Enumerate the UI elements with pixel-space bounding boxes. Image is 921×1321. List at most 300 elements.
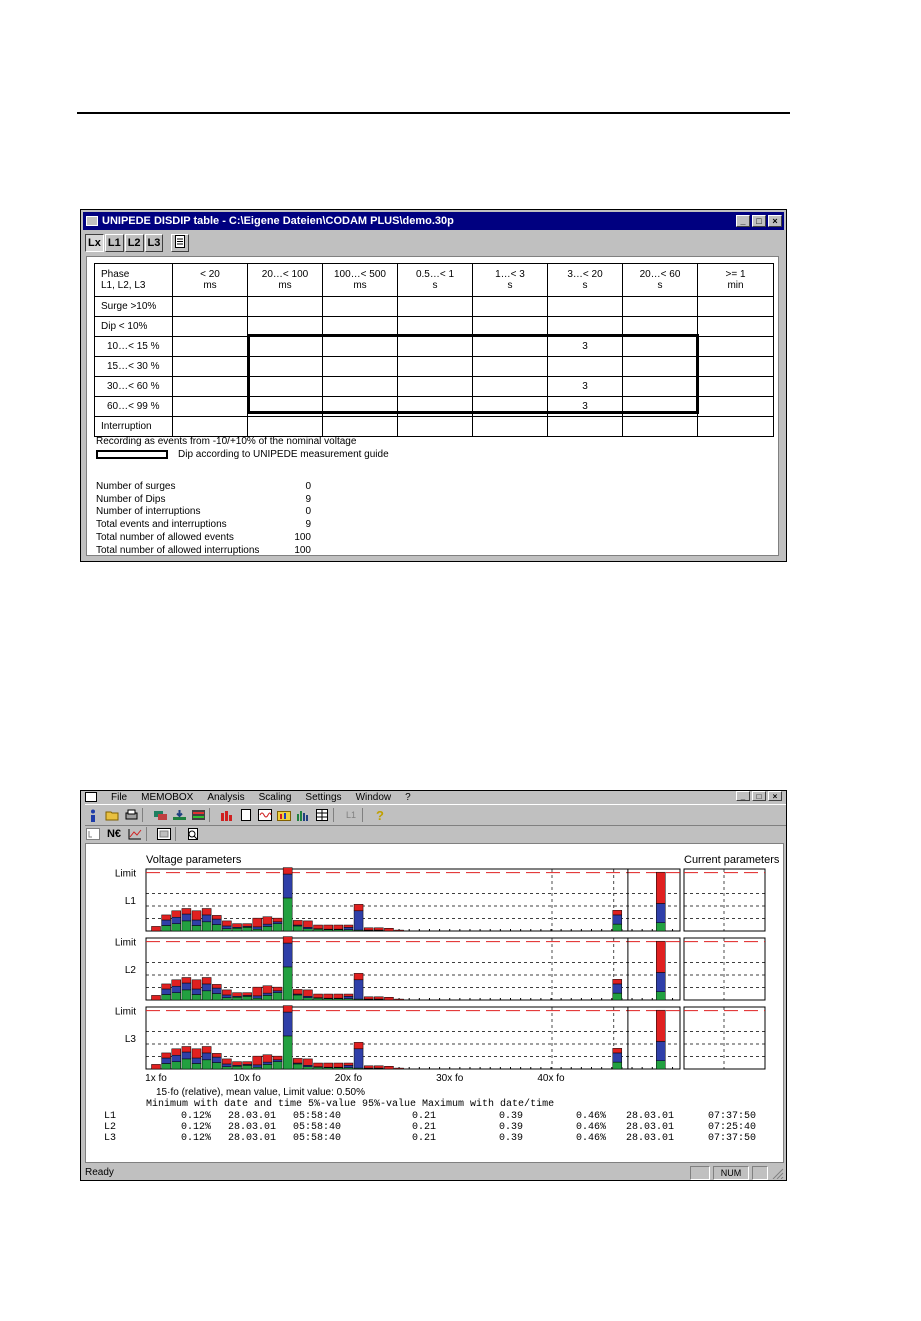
bar-min bbox=[233, 1066, 242, 1069]
duration-header-unit: min bbox=[727, 280, 744, 291]
stats-cell-min: 0.12% bbox=[180, 1133, 211, 1144]
bar-max bbox=[354, 973, 363, 979]
phase-axis-label: L2 bbox=[124, 965, 136, 976]
bar-min bbox=[314, 1067, 323, 1069]
bar-mean bbox=[192, 989, 201, 995]
stats-cell-max_date: 28.03.01 bbox=[626, 1111, 675, 1122]
duration-header-top: 0.5…< 1 bbox=[415, 269, 455, 280]
current-panel-frame bbox=[684, 1007, 765, 1069]
bar-max bbox=[202, 908, 211, 914]
table-icon[interactable] bbox=[314, 808, 330, 822]
phase-button-lx[interactable]: Lx bbox=[85, 234, 104, 252]
table-cell bbox=[398, 297, 473, 317]
bar-max bbox=[172, 1049, 181, 1055]
table-cell bbox=[173, 357, 248, 377]
x-tick-label: 20x fo bbox=[334, 1073, 363, 1084]
bar-mean bbox=[354, 911, 363, 930]
bar-max bbox=[152, 926, 161, 931]
stats-cell-p95: 0.39 bbox=[498, 1133, 523, 1144]
table-cell: 3 bbox=[548, 397, 623, 417]
bar-max bbox=[233, 1062, 242, 1066]
bar-mean bbox=[273, 1060, 282, 1062]
bar-mean bbox=[253, 927, 262, 929]
mdi-buttons bbox=[736, 791, 784, 801]
phase-axis-label: L3 bbox=[124, 1034, 136, 1045]
stats-table-header: Minimum with date and time 5%-value 95%-value Maximum with date/time bbox=[146, 1099, 555, 1110]
bar-mean bbox=[283, 943, 292, 967]
bar-min bbox=[303, 998, 312, 1000]
table-cell bbox=[548, 357, 623, 377]
table-cell bbox=[173, 297, 248, 317]
table-cell bbox=[473, 417, 548, 437]
limit-label: Limit bbox=[114, 868, 136, 880]
stat-label: Number of surges bbox=[96, 481, 176, 492]
far-bar-min bbox=[613, 993, 622, 1000]
menu-help[interactable]: ? bbox=[405, 791, 411, 803]
stats-cell-min_date: 28.03.01 bbox=[228, 1111, 277, 1122]
bar-max bbox=[202, 977, 211, 983]
phase-button-l3[interactable]: L3 bbox=[145, 234, 164, 252]
mdi-restore-button[interactable]: □ bbox=[752, 791, 766, 801]
stats-cell-min: 0.12% bbox=[180, 1122, 211, 1133]
bar-max bbox=[303, 1059, 312, 1065]
current-panel-title: Current parameters bbox=[684, 854, 780, 866]
stats-cell-min: 0.12% bbox=[180, 1111, 211, 1122]
duration-header-unit: s bbox=[507, 280, 513, 291]
status-pane-empty bbox=[690, 1166, 710, 1180]
far-bar-mean bbox=[613, 1053, 622, 1062]
table-cell bbox=[698, 417, 774, 437]
bar-max bbox=[212, 1053, 221, 1057]
duration-header-unit: s bbox=[657, 280, 663, 291]
info-icon[interactable] bbox=[85, 808, 101, 822]
bar-mean bbox=[192, 1058, 201, 1064]
bar-min bbox=[243, 1065, 252, 1069]
bar-min bbox=[253, 998, 262, 1000]
far-bar-max bbox=[613, 1048, 622, 1053]
report-page-button[interactable] bbox=[171, 234, 189, 252]
legend-label: Dip according to UNIPEDE measurement guide bbox=[178, 449, 389, 460]
table-cell bbox=[548, 317, 623, 337]
disdip-table bbox=[94, 263, 774, 437]
phase-header-sublabel: L1, L2, L3 bbox=[101, 280, 146, 291]
bar-mean bbox=[182, 1052, 191, 1059]
far-bar-min bbox=[656, 1061, 665, 1069]
window-system-icon[interactable] bbox=[86, 216, 98, 226]
far-bar-max bbox=[656, 941, 665, 972]
bar-mean bbox=[212, 1057, 221, 1063]
histogram-icon[interactable] bbox=[295, 808, 311, 822]
row-label: Interruption bbox=[95, 417, 173, 437]
document-icon[interactable] bbox=[85, 792, 97, 802]
far-bar-max bbox=[656, 872, 665, 903]
phase-axis-label: L1 bbox=[124, 896, 136, 907]
phase-toolbar bbox=[85, 234, 189, 254]
open-icon[interactable] bbox=[104, 808, 120, 822]
duration-header-unit: ms bbox=[203, 280, 217, 291]
table-cell bbox=[248, 317, 323, 337]
harmonics-window bbox=[80, 790, 787, 1181]
bar-min bbox=[283, 967, 292, 1000]
stat-value: 9 bbox=[305, 493, 311, 505]
table-cell bbox=[623, 417, 698, 437]
far-bar-min bbox=[656, 992, 665, 1000]
stat-label: Total number of allowed events bbox=[96, 531, 234, 543]
table-cell: 3 bbox=[548, 337, 623, 357]
svg-text:?: ? bbox=[376, 808, 384, 822]
table-cell bbox=[323, 357, 398, 377]
bar-max bbox=[395, 999, 404, 1000]
graph-icon[interactable] bbox=[127, 827, 143, 841]
table-cell bbox=[698, 397, 774, 417]
table-cell bbox=[473, 357, 548, 377]
harmonics-chart-area bbox=[85, 843, 784, 1163]
table-cell bbox=[173, 337, 248, 357]
help-icon[interactable] bbox=[372, 808, 388, 822]
bar-max bbox=[273, 1056, 282, 1060]
print-icon[interactable] bbox=[123, 808, 139, 822]
bar-min bbox=[162, 994, 171, 1000]
menu-memobox[interactable]: MEMOBOX bbox=[141, 791, 194, 803]
bar-chart-icon[interactable] bbox=[219, 808, 235, 822]
status-bar bbox=[83, 1165, 784, 1180]
bar-min bbox=[293, 1064, 302, 1069]
bar-min bbox=[263, 995, 272, 1000]
duration-header-top: >= 1 bbox=[725, 269, 746, 280]
stats-cell-min_date: 28.03.01 bbox=[228, 1122, 277, 1133]
bar-max bbox=[395, 930, 404, 931]
bar-max bbox=[354, 1042, 363, 1048]
x-tick-label: 30x fo bbox=[436, 1073, 464, 1084]
bar-max bbox=[374, 997, 383, 999]
bar-max bbox=[364, 928, 373, 930]
duration-header-2 bbox=[323, 264, 398, 297]
bar-max bbox=[263, 917, 272, 924]
bar-max bbox=[222, 990, 231, 995]
bar-min bbox=[162, 925, 171, 931]
table-cell bbox=[248, 297, 323, 317]
secondary-toolbar bbox=[85, 825, 786, 843]
stats-cell-min_time: 05:58:40 bbox=[293, 1133, 342, 1144]
far-bar-mean bbox=[613, 915, 622, 924]
bar-min bbox=[273, 993, 282, 1000]
bar-mean bbox=[222, 1064, 231, 1067]
bar-max bbox=[273, 918, 282, 922]
bar-mean bbox=[182, 983, 191, 990]
table-cell bbox=[473, 377, 548, 397]
limit-label: Limit bbox=[114, 937, 136, 949]
bar-max bbox=[293, 989, 302, 994]
table-cell bbox=[398, 377, 473, 397]
memory-icon[interactable] bbox=[190, 808, 206, 822]
table-cell bbox=[248, 357, 323, 377]
far-bar-max bbox=[613, 979, 622, 984]
bar-max bbox=[192, 980, 201, 989]
duration-header-top: 3…< 20 bbox=[567, 269, 603, 280]
bar-mean bbox=[202, 915, 211, 922]
table-notes bbox=[96, 435, 389, 461]
status-pane-scroll bbox=[752, 1166, 768, 1180]
x-tick-label: 10x fo bbox=[233, 1073, 261, 1084]
bar-min bbox=[182, 990, 191, 1000]
bar-max bbox=[243, 924, 252, 927]
nf-icon[interactable]: N€ bbox=[106, 828, 122, 840]
bar-mean bbox=[253, 1065, 262, 1067]
bar-mean bbox=[283, 874, 292, 898]
x-tick-label: 40x fo bbox=[537, 1073, 565, 1084]
bar-min bbox=[212, 925, 221, 931]
unipede-disdip-window bbox=[80, 209, 787, 562]
bar-min bbox=[243, 996, 252, 1000]
table-row bbox=[95, 417, 774, 437]
bar-max bbox=[344, 925, 353, 927]
bar-min bbox=[192, 925, 201, 931]
bar-min bbox=[182, 921, 191, 931]
bar-mean bbox=[182, 914, 191, 921]
far-bar-max bbox=[613, 910, 622, 915]
table-cell bbox=[623, 337, 698, 357]
bar-min bbox=[192, 1063, 201, 1069]
status-ready: Ready bbox=[85, 1167, 114, 1178]
bar-min bbox=[273, 1062, 282, 1069]
phase-header-label: Phase bbox=[101, 269, 130, 280]
bar-min bbox=[314, 998, 323, 1000]
bar-max bbox=[162, 984, 171, 989]
duration-header-4 bbox=[473, 264, 548, 297]
bar-min bbox=[212, 1063, 221, 1069]
table-cell bbox=[323, 377, 398, 397]
stats-cell-phase: L3 bbox=[104, 1133, 117, 1144]
page-icon bbox=[174, 235, 186, 248]
bar-min bbox=[233, 928, 242, 931]
bar-min bbox=[293, 926, 302, 931]
bar-max bbox=[283, 937, 292, 943]
bar-max bbox=[222, 921, 231, 926]
table-cell bbox=[623, 317, 698, 337]
bar-max bbox=[273, 987, 282, 991]
bar-max bbox=[384, 928, 393, 931]
bar-max bbox=[253, 1056, 262, 1065]
bar-mean bbox=[273, 922, 282, 924]
table-row bbox=[95, 357, 774, 377]
bar-max bbox=[314, 1063, 323, 1067]
legend-thick-box bbox=[96, 450, 168, 459]
bar-max bbox=[334, 1063, 343, 1067]
table-cell bbox=[323, 297, 398, 317]
bar-min bbox=[222, 1067, 231, 1069]
stats-cell-max_time: 07:37:50 bbox=[708, 1133, 757, 1144]
table-row bbox=[95, 337, 774, 357]
table-cell bbox=[473, 337, 548, 357]
far-bar-mean bbox=[656, 1041, 665, 1060]
bar-max bbox=[334, 994, 343, 998]
bar-mean bbox=[202, 1053, 211, 1060]
mdi-close-button[interactable]: × bbox=[768, 791, 782, 801]
current-panel-frame bbox=[684, 869, 765, 931]
table-cell bbox=[248, 417, 323, 437]
menu-window[interactable]: Window bbox=[355, 791, 392, 803]
table-cell bbox=[548, 297, 623, 317]
row-label: 10…< 15 % bbox=[95, 337, 173, 357]
page-icon[interactable] bbox=[238, 808, 254, 822]
bar-mean bbox=[172, 986, 181, 992]
far-bar-min bbox=[613, 1062, 622, 1069]
bar-mean bbox=[263, 993, 272, 995]
bar-max bbox=[364, 1066, 373, 1068]
main-toolbar bbox=[85, 804, 786, 826]
table-cell bbox=[698, 337, 774, 357]
menu-file[interactable]: File bbox=[111, 791, 128, 803]
far-bar-min bbox=[613, 924, 622, 931]
chart-caption: 15·fo (relative), mean value, Limit value: 0.50% bbox=[156, 1087, 365, 1098]
table-cell bbox=[548, 417, 623, 437]
table-row bbox=[95, 297, 774, 317]
transfer-icon[interactable] bbox=[152, 808, 168, 822]
table-header-row bbox=[95, 264, 774, 297]
table-cell bbox=[398, 357, 473, 377]
bar-max bbox=[314, 994, 323, 998]
page-header-rule bbox=[77, 112, 790, 114]
bar-max bbox=[344, 994, 353, 996]
duration-header-7 bbox=[698, 264, 774, 297]
bar-min bbox=[303, 1067, 312, 1069]
duration-header-1 bbox=[248, 264, 323, 297]
bar-max bbox=[303, 921, 312, 927]
bar-max bbox=[374, 1066, 383, 1068]
stats-cell-p95: 0.39 bbox=[498, 1111, 523, 1122]
table-cell bbox=[623, 357, 698, 377]
bar-mean bbox=[212, 988, 221, 994]
print-preview-icon[interactable] bbox=[185, 827, 201, 841]
bar-min bbox=[202, 991, 211, 1000]
stats-cell-min_time: 05:58:40 bbox=[293, 1111, 342, 1122]
stats-cell-p5: 0.21 bbox=[411, 1111, 436, 1122]
duration-header-unit: ms bbox=[353, 280, 367, 291]
close-button[interactable]: × bbox=[768, 215, 782, 227]
bar-max bbox=[293, 1058, 302, 1063]
stat-row bbox=[96, 506, 311, 519]
table-cell bbox=[398, 337, 473, 357]
bar-min bbox=[253, 1067, 262, 1069]
table-cell bbox=[173, 397, 248, 417]
bar-max bbox=[303, 990, 312, 996]
bar-mean bbox=[162, 1058, 171, 1064]
bar-max bbox=[283, 868, 292, 874]
menu-scaling[interactable]: Scaling bbox=[258, 791, 292, 803]
stats-cell-p5: 0.21 bbox=[411, 1122, 436, 1133]
image-icon[interactable] bbox=[156, 827, 172, 841]
bar-max bbox=[182, 1046, 191, 1052]
bar-max bbox=[152, 1064, 161, 1069]
bar-max bbox=[364, 997, 373, 999]
bar-mean bbox=[202, 984, 211, 991]
table-cell bbox=[698, 357, 774, 377]
bar-max bbox=[293, 920, 302, 925]
bar-mean bbox=[344, 927, 353, 929]
duration-header-top: 100…< 500 bbox=[334, 269, 386, 280]
bar-mean bbox=[192, 920, 201, 926]
recording-note: Recording as events from -10/+10% of the nominal voltage bbox=[96, 436, 357, 447]
mdi-minimize-button[interactable]: _ bbox=[736, 791, 750, 801]
stat-label: Number of Dips bbox=[96, 493, 166, 505]
duration-header-top: 1…< 3 bbox=[495, 269, 525, 280]
resize-grip-icon[interactable] bbox=[770, 1167, 784, 1179]
download-icon[interactable] bbox=[171, 808, 187, 822]
stats-cell-max: 0.46% bbox=[575, 1111, 606, 1122]
bar-min bbox=[222, 929, 231, 931]
phase-button-l1[interactable]: L1 bbox=[105, 234, 124, 252]
table-cell bbox=[473, 297, 548, 317]
table-cell bbox=[398, 417, 473, 437]
bar-mean bbox=[263, 924, 272, 926]
bar-min bbox=[202, 1060, 211, 1069]
bar-max bbox=[243, 993, 252, 996]
maximize-button[interactable]: □ bbox=[752, 215, 766, 227]
table-cell bbox=[173, 317, 248, 337]
row-label: 30…< 60 % bbox=[95, 377, 173, 397]
bar-min bbox=[303, 929, 312, 931]
duration-header-top: 20…< 60 bbox=[639, 269, 681, 280]
bar-max bbox=[263, 1055, 272, 1062]
bar-min bbox=[263, 926, 272, 931]
bar-mean bbox=[172, 917, 181, 923]
bar-max bbox=[253, 987, 262, 996]
menu-analysis[interactable]: Analysis bbox=[207, 791, 245, 803]
table-cell bbox=[473, 397, 548, 417]
bar-max bbox=[222, 1059, 231, 1064]
bar-mean bbox=[283, 1012, 292, 1036]
menu-settings[interactable]: Settings bbox=[305, 791, 342, 803]
l1-icon[interactable]: L1 bbox=[345, 810, 356, 820]
row-label: Dip < 10% bbox=[95, 317, 173, 337]
stat-label: Number of interruptions bbox=[96, 506, 201, 518]
lf-icon[interactable] bbox=[85, 827, 101, 841]
minimize-button[interactable]: _ bbox=[736, 215, 750, 227]
stats-cell-phase: L1 bbox=[104, 1111, 117, 1122]
bar-min bbox=[253, 929, 262, 931]
window1-title: UNIPEDE DISDIP table - C:\Eigene Dateien\CODAM PLUS\demo.30p bbox=[102, 215, 454, 227]
duration-header-unit: s bbox=[432, 280, 438, 291]
table-cell bbox=[323, 397, 398, 417]
phase-button-l2[interactable]: L2 bbox=[125, 234, 144, 252]
wave-icon[interactable] bbox=[257, 808, 273, 822]
bar-min bbox=[202, 922, 211, 931]
table-cell bbox=[698, 377, 774, 397]
bar-max bbox=[283, 1006, 292, 1012]
duration-header-0 bbox=[173, 264, 248, 297]
folder-chart-icon[interactable] bbox=[276, 808, 292, 822]
far-bar-mean bbox=[656, 903, 665, 922]
stats-cell-max: 0.46% bbox=[575, 1133, 606, 1144]
current-panel-frame bbox=[684, 938, 765, 1000]
table-cell: 3 bbox=[548, 377, 623, 397]
table-cell bbox=[248, 377, 323, 397]
table-row bbox=[95, 317, 774, 337]
phase-header-cell bbox=[95, 264, 173, 297]
bar-mean bbox=[344, 996, 353, 998]
far-bar-max bbox=[656, 1010, 665, 1041]
bar-mean bbox=[263, 1062, 272, 1064]
table-cell bbox=[398, 397, 473, 417]
row-label: Surge >10% bbox=[95, 297, 173, 317]
table-cell bbox=[248, 397, 323, 417]
window1-titlebar[interactable] bbox=[83, 212, 784, 230]
bar-max bbox=[152, 995, 161, 1000]
stat-row bbox=[96, 545, 311, 558]
bar-max bbox=[324, 1063, 333, 1067]
x-tick-label: 1x fo bbox=[145, 1073, 167, 1084]
stat-value: 9 bbox=[305, 519, 311, 531]
